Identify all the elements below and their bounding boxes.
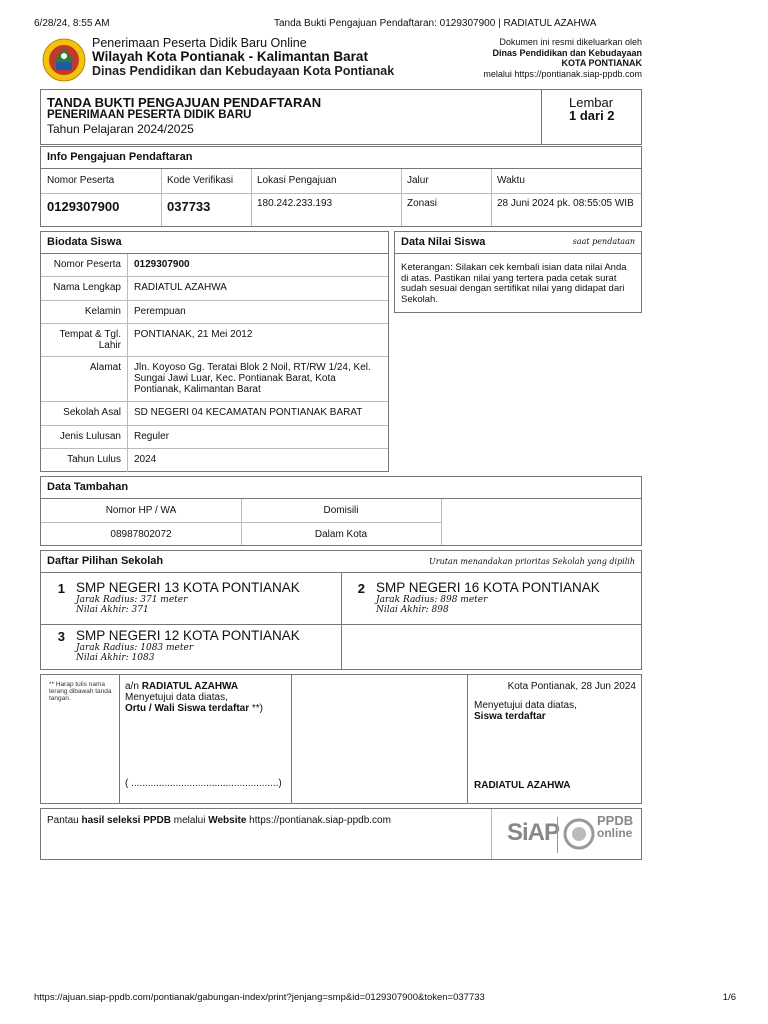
list-item: 1 SMP NEGERI 13 KOTA PONTIANAK Jarak Radius: 371 meter Nilai Akhir: 371: [57, 580, 300, 615]
signature-line: ( .....................................................): [125, 778, 282, 789]
table-row: Tempat & Tgl. Lahir PONTIANAK, 21 Mei 2012: [41, 324, 388, 357]
list-item: 2 SMP NEGERI 16 KOTA PONTIANAK Jarak Radius: 898 meter Nilai Akhir: 898: [357, 580, 600, 615]
student-name: RADIATUL AZAHWA: [474, 780, 571, 791]
signature-box: [40, 674, 642, 804]
phone-number: 08987802072: [110, 529, 172, 540]
table-row: Jenis Lulusan Reguler: [41, 426, 388, 449]
table-row: Alamat Jln. Koyoso Gg. Teratai Blok 2 Noil, RT/RW 1/24, Kel. Sungai Jawi Luar, Kec. Pontianak Barat, Kota Pontianak, Kalimantan Barat: [41, 357, 388, 402]
table-row: Sekolah Asal SD NEGERI 04 KECAMATAN PONTIANAK BARAT: [41, 402, 388, 426]
school-year: Tahun Pelajaran 2024/2025: [47, 122, 194, 136]
print-datetime: 6/28/24, 8:55 AM: [34, 18, 110, 29]
col-header: Domisili: [323, 505, 359, 516]
col-header: Kode Verifikasi: [167, 175, 234, 186]
col-header: Waktu: [497, 175, 525, 186]
verification-code: 037733: [167, 199, 211, 214]
letterhead: [40, 36, 642, 88]
ppdb-logo-icon: [563, 817, 595, 854]
sheet-label: Lembar: [569, 95, 614, 110]
section-title: Data Nilai Siswa: [401, 236, 486, 248]
col-header: Nomor HP / WA: [105, 505, 177, 516]
signature-note: ** Harap tulis nama terang dibawah tanda tangan.: [49, 681, 112, 702]
section-title: Daftar Pilihan Sekolah: [47, 555, 164, 567]
list-item: 3 SMP NEGERI 12 KOTA PONTIANAK Jarak Radius: 1083 meter Nilai Akhir: 1083: [57, 628, 300, 663]
monitor-text: Pantau hasil seleksi PPDB melalui Website https://pontianak.siap-ppdb.com: [47, 815, 391, 826]
section-title: Data Tambahan: [47, 481, 129, 493]
monitor-box: [40, 808, 642, 860]
student-biodata: [40, 231, 389, 472]
siap-logo-icon: SiAP: [507, 819, 560, 846]
table-row: Nomor Peserta 0129307900: [41, 254, 388, 277]
grades-remark: Keterangan: Silakan cek kembali isian data nilai Anda di atas. Pastikan nilai yang tertera pada cetak surat sudah sesuai dengan sertifikat nilai yang didapat dari Sekolah.: [401, 262, 627, 305]
print-footer: [34, 992, 736, 1003]
student-signature: Kota Pontianak, 28 Jun 2024 Menyetujui data diatas, Siswa terdaftar RADIATUL AZAHWA: [474, 681, 636, 791]
header-line2: Wilayah Kota Pontianak - Kalimantan Barat: [92, 49, 368, 64]
table-row: Nama Lengkap RADIATUL AZAHWA: [41, 277, 388, 301]
col-header: Nomor Peserta: [47, 175, 115, 186]
header-line3: Dinas Pendidikan dan Kebudayaan Kota Pontianak: [92, 64, 395, 78]
print-url: https://ajuan.siap-ppdb.com/pontianak/gabungan-index/print?jenjang=smp&id=0129307900&token=037733: [34, 992, 485, 1003]
school-name: SMP NEGERI 16 KOTA PONTIANAK: [376, 580, 600, 595]
school-choices: [40, 550, 642, 670]
table-row: Tahun Lulus 2024: [41, 449, 388, 472]
col-header: Jalur: [407, 175, 429, 186]
print-doc-title: Tanda Bukti Pengajuan Pendaftaran: 0129307900 | RADIATUL AZAHWA: [274, 18, 597, 29]
choices-note: Urutan menandakan prioritas Sekolah yang dipilih: [429, 557, 635, 566]
student-grades: [394, 231, 642, 313]
city-emblem-icon: [42, 38, 86, 82]
submission-time: 28 Juni 2024 pk. 08:55:05 WIB: [497, 198, 634, 209]
doc-title: TANDA BUKTI PENGAJUAN PENDAFTARAN: [47, 95, 322, 110]
domicile: Dalam Kota: [314, 529, 368, 540]
admission-path: Zonasi: [407, 198, 438, 209]
participant-number: 0129307900: [47, 199, 120, 214]
school-name: SMP NEGERI 12 KOTA PONTIANAK: [76, 628, 300, 643]
submission-location: 180.242.233.193: [257, 198, 333, 209]
grades-note: saat pendataan: [572, 237, 635, 246]
sheet-value: 1 dari 2: [569, 108, 615, 123]
ppdb-logo-text: PPDB online: [597, 813, 634, 840]
registration-info: [40, 146, 642, 227]
section-title: Biodata Siswa: [47, 236, 122, 248]
doc-subtitle: PENERIMAAN PESERTA DIDIK BARU: [47, 109, 252, 121]
parent-signature: a/n RADIATUL AZAHWA Menyetujui data diatas, Ortu / Wali Siswa terdaftar **): [125, 681, 264, 714]
table-row: Kelamin Perempuan: [41, 301, 388, 324]
additional-data: [40, 476, 642, 546]
section-title: Info Pengajuan Pendaftaran: [47, 151, 193, 163]
header-issuer: Dokumen ini resmi dikeluarkan oleh Dinas Pendidikan dan Kebudayaan KOTA PONTIANAK melalui https://pontianak.siap-ppdb.com: [483, 37, 642, 79]
page-number: 1/6: [722, 992, 736, 1003]
document-title-box: [40, 89, 642, 145]
col-header: Lokasi Pengajuan: [257, 175, 337, 186]
header-line1: Penerimaan Peserta Didik Baru Online: [92, 36, 307, 50]
school-name: SMP NEGERI 13 KOTA PONTIANAK: [76, 580, 300, 595]
